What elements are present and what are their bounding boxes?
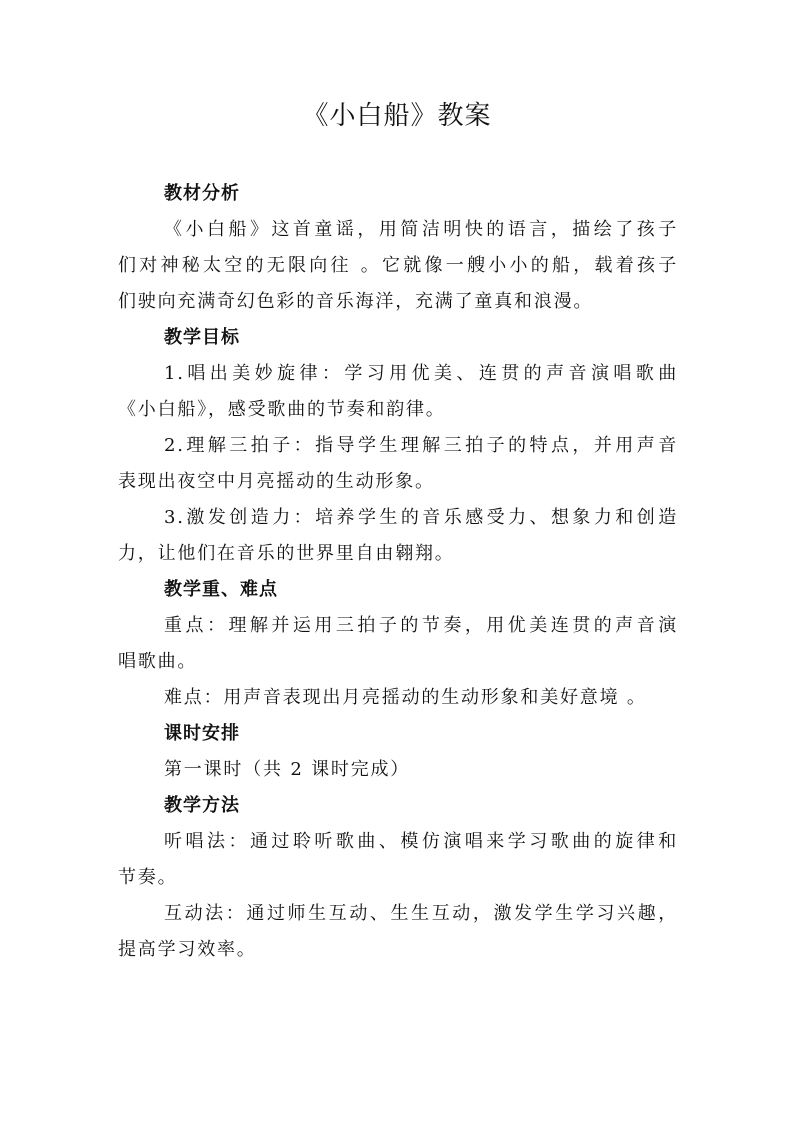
paragraph-line: 表现出夜空中月亮摇动的生动形象。	[118, 471, 435, 492]
paragraph-line: 第一课时（共 2 课时完成）	[164, 759, 411, 780]
paragraph-line: 2.理解三拍子：指导学生理解三拍子的特点，并用声音	[164, 435, 678, 456]
paragraph-line: 唱歌曲。	[118, 651, 198, 672]
section-heading-schedule: 课时安排	[164, 723, 240, 744]
paragraph-line: 重点：理解并运用三拍子的节奏，用优美连贯的声音演	[164, 615, 678, 636]
paragraph-line: 节奏。	[118, 867, 178, 888]
paragraph-line: 们对神秘太空的无限向往 。它就像一艘小小的船，载着孩子	[118, 255, 678, 276]
paragraph-line: 提高学习效率。	[118, 939, 257, 960]
document-body	[118, 176, 678, 968]
paragraph-line: 难点：用声音表现出月亮摇动的生动形象和美好意境 。	[164, 687, 647, 708]
section-heading-teaching-goals: 教学目标	[164, 327, 240, 348]
section-heading-material-analysis: 教材分析	[164, 183, 240, 204]
paragraph-line: 力，让他们在音乐的世界里自由翱翔。	[118, 543, 455, 564]
section-heading-key-points: 教学重、难点	[164, 579, 278, 600]
paragraph-line: 《小白船》，感受歌曲的节奏和韵律。	[118, 399, 446, 420]
document-title: 《小白船》教案	[302, 101, 492, 131]
paragraph-line: 们驶向充满奇幻色彩的音乐海洋，充满了童真和浪漫。	[118, 291, 594, 312]
paragraph-line: 1.唱出美妙旋律：学习用优美、连贯的声音演唱歌曲	[164, 363, 678, 384]
paragraph-line: 听唱法：通过聆听歌曲、模仿演唱来学习歌曲的旋律和	[164, 831, 678, 852]
paragraph-line: 3.激发创造力：培养学生的音乐感受力、想象力和创造	[164, 507, 678, 528]
paragraph-line: 《小白船》这首童谣，用简洁明快的语言，描绘了孩子	[164, 219, 678, 240]
section-heading-teaching-methods: 教学方法	[164, 795, 240, 816]
paragraph-line: 互动法：通过师生互动、生生互动，激发学生学习兴趣，	[164, 903, 678, 924]
